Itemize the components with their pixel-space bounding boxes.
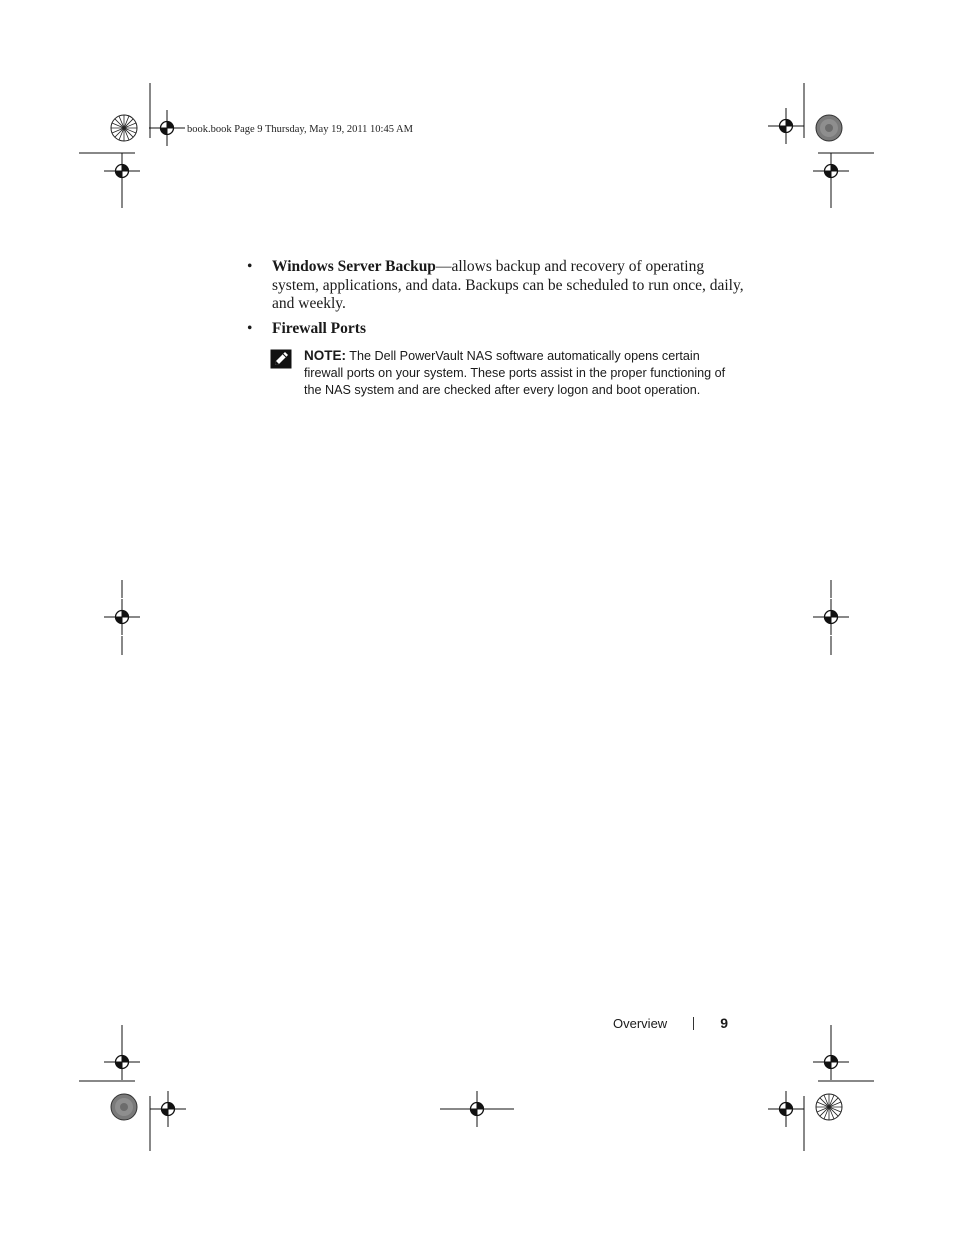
note-text bbox=[304, 347, 740, 399]
pencil-note-icon bbox=[270, 349, 292, 369]
bullet-list bbox=[247, 258, 747, 344]
bullet-term: Windows Server Backup bbox=[272, 258, 436, 275]
note-body: The Dell PowerVault NAS software automatically opens certain firewall ports on your system. These ports assist in the proper functioning of the NAS system and are checked after every logon and boot operation. bbox=[304, 349, 726, 397]
bullet-term: Firewall Ports bbox=[272, 319, 366, 337]
page-number: 9 bbox=[720, 1015, 728, 1031]
print-slug: book.book Page 9 Thursday, May 19, 2011 10:45 AM bbox=[187, 124, 413, 135]
note-label: NOTE: bbox=[304, 348, 346, 363]
page-footer bbox=[613, 1015, 728, 1031]
bullet-text: —allows backup and recovery of operating system, applications, and data. Backups can be scheduled to run once, daily, and weekly. bbox=[272, 258, 744, 312]
footer-section-title: Overview bbox=[613, 1015, 668, 1031]
bullet-marker: • bbox=[247, 319, 253, 337]
bullet-marker: • bbox=[247, 258, 253, 275]
footer-divider bbox=[693, 1017, 694, 1030]
list-item bbox=[247, 320, 747, 339]
note-box bbox=[270, 347, 740, 399]
list-item bbox=[247, 258, 747, 314]
